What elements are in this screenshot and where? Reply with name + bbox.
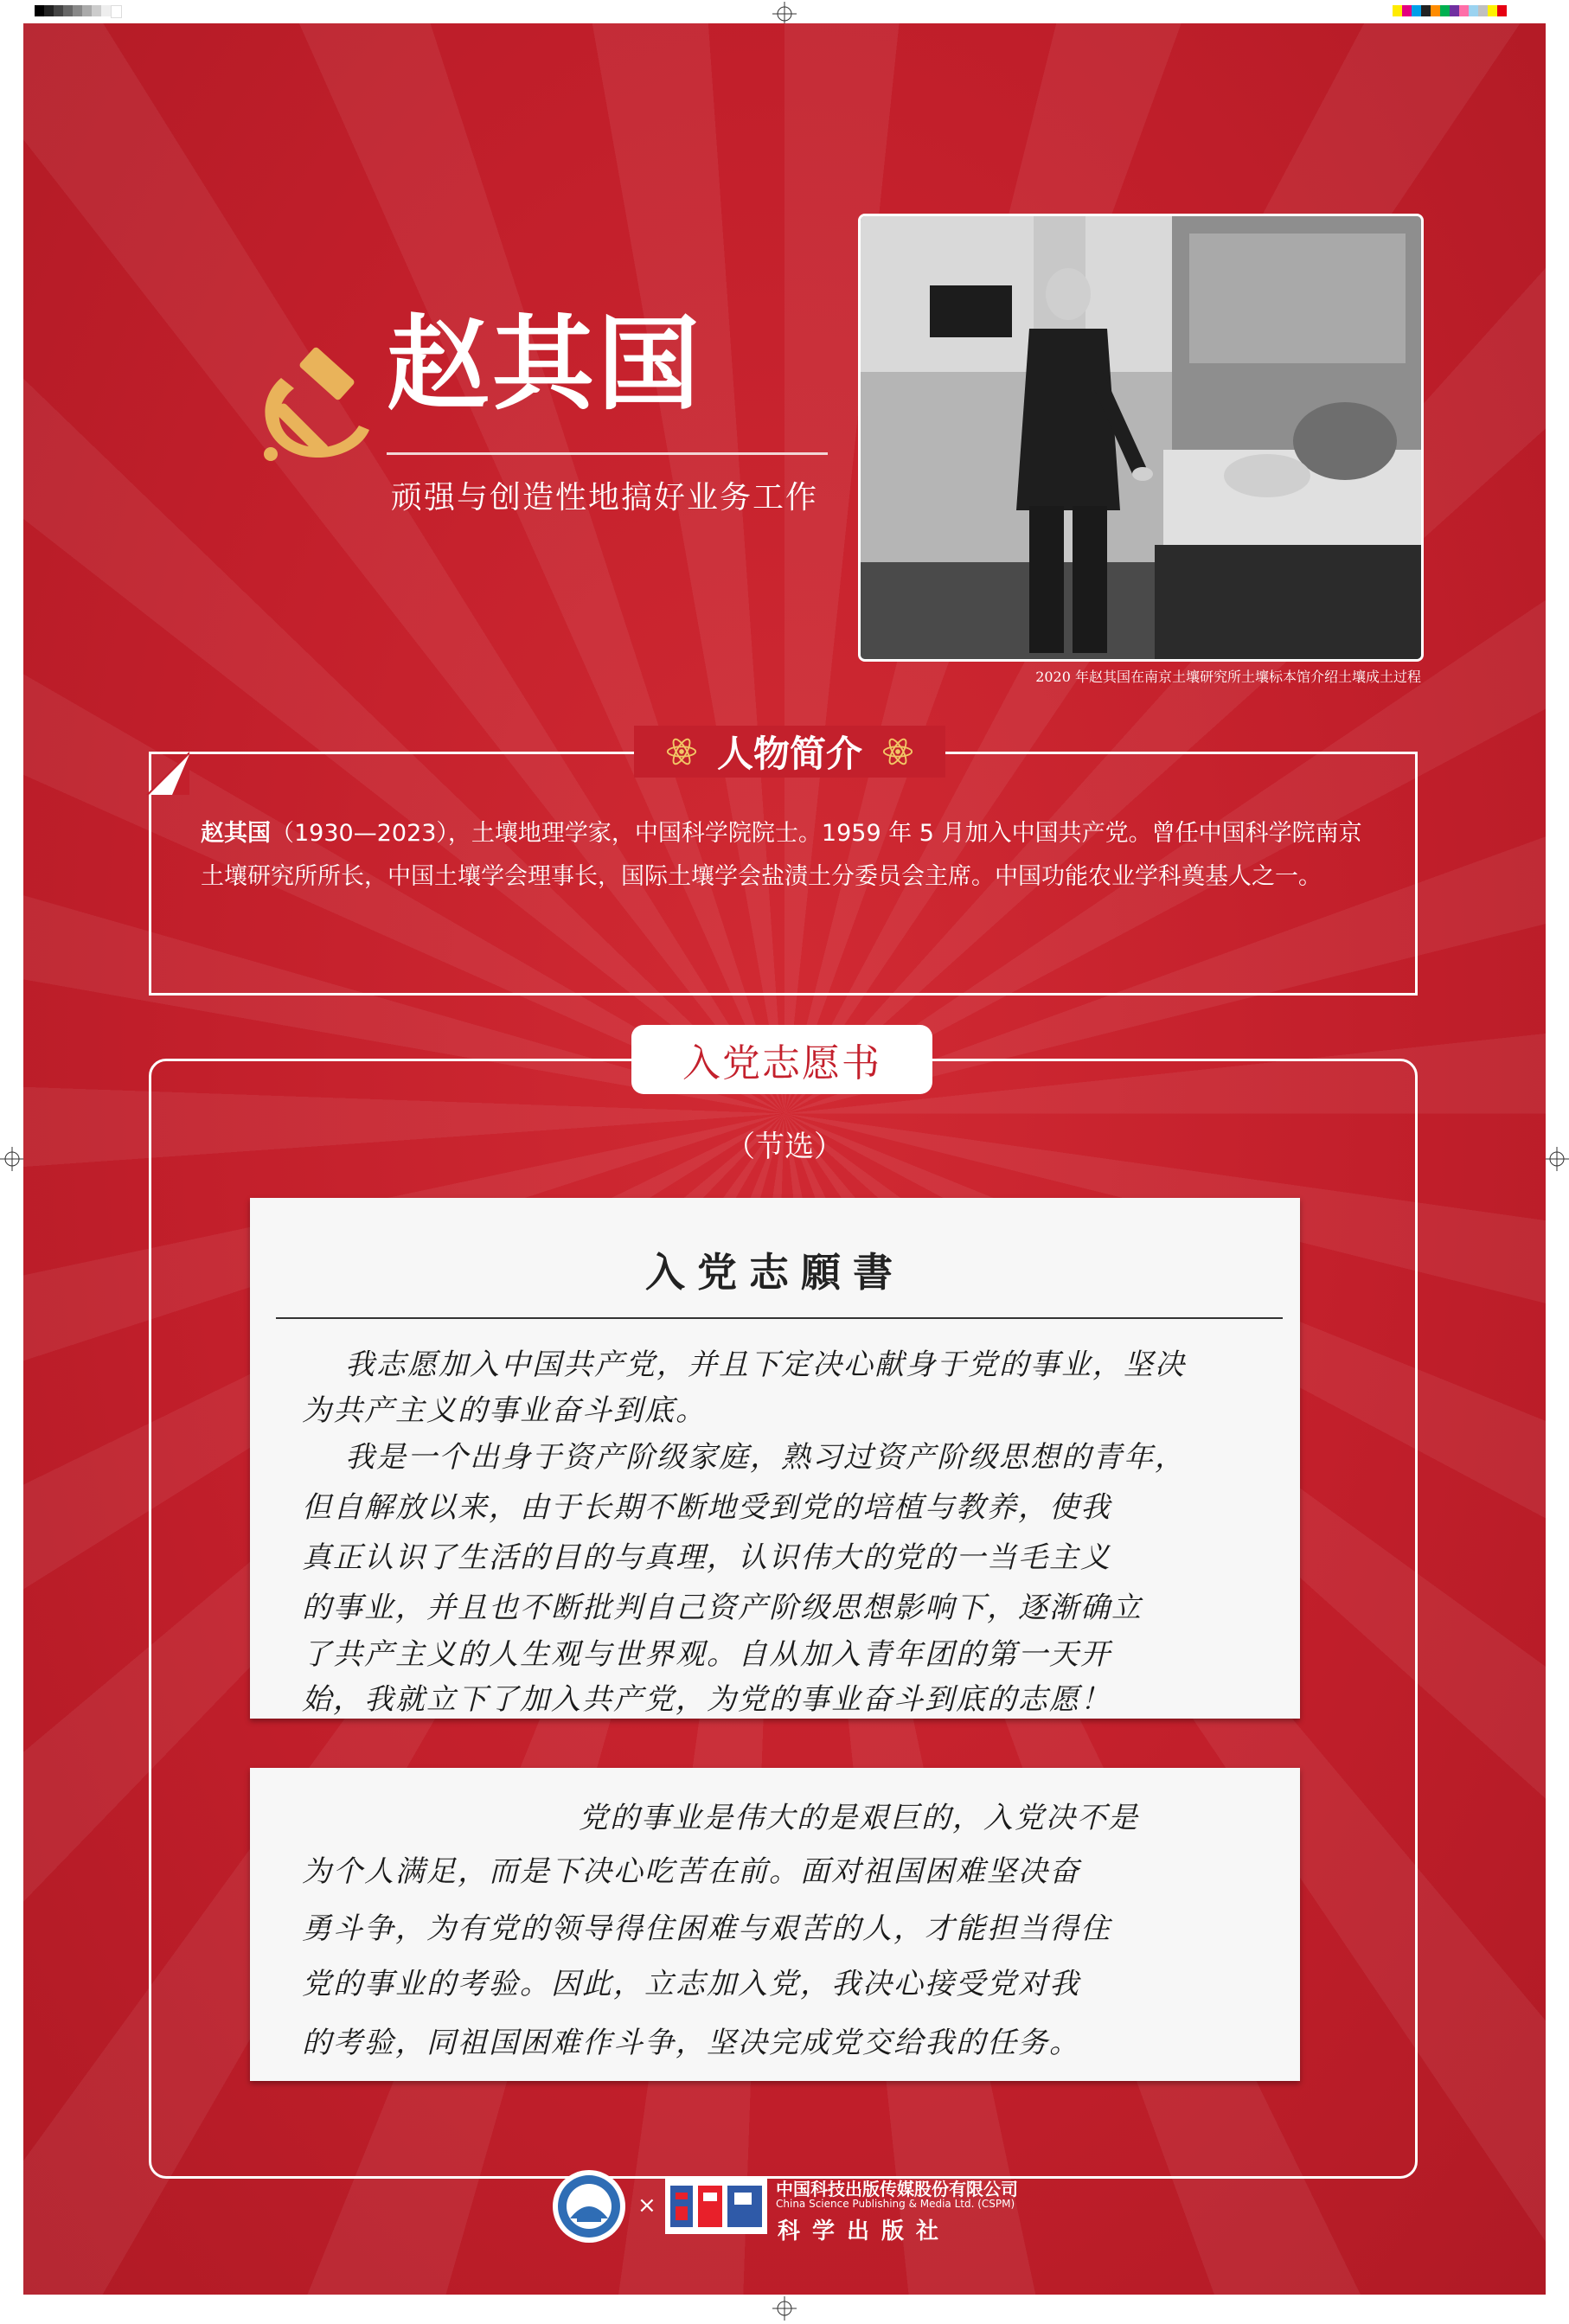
letter-line: 了共产主义的人生观与世界观。自从加入青年团的第一天开 [302, 1637, 1111, 1672]
intro-name: 赵其国 [201, 820, 271, 847]
letter-line: 我是一个出身于资产阶级家庭，熟习过资产阶级思想的青年， [345, 1440, 1186, 1475]
letter-line: 勇斗争，为有党的领导得住困难与艰苦的人，才能担当得住 [302, 1911, 1111, 1946]
application-title: 入党志愿书 [682, 1041, 881, 1085]
title-divider [387, 452, 828, 455]
excerpt-note: （节选） [726, 1130, 843, 1164]
registration-mark-top [772, 2, 797, 26]
photo-caption: 2020 年赵其国在南京土壤研究所土壤标本馆介绍土壤成土过程 [1035, 669, 1421, 685]
intro-header [634, 726, 945, 778]
handwritten-letter-page-1 [250, 1198, 1300, 1719]
atom-icon [881, 735, 914, 768]
poster [23, 23, 1546, 2295]
registration-mark-left [0, 1147, 24, 1171]
publisher-logos [23, 2160, 1546, 2263]
cspm-logo-icon [665, 2175, 769, 2238]
hammer-sickle-icon [247, 343, 376, 473]
press-name: 科学出版社 [778, 2218, 951, 2244]
letter-title: 入党志願書 [645, 1249, 905, 1296]
intro-title: 人物简介 [716, 733, 862, 775]
intro-body: （1930—2023），土壤地理学家，中国科学院院士。1959 年 5 月加入中国共产党。曾任中国科学院南京土壤研究所所长，中国土壤学会理事长，国际土壤学会盐渍土分委员会主席。中国功能农业学科奠基人之一。 [201, 820, 1362, 890]
publisher-name-en: China Science Publishing & Media Ltd. (CSPM) [776, 2198, 1015, 2210]
letter-line: 真正认识了生活的目的与真理，认识伟大的党的一当毛主义 [302, 1540, 1111, 1575]
letter-line: 党的事业的考验。因此，立志加入党，我决心接受党对我 [302, 1967, 1080, 2001]
corner-fold-decoration [146, 752, 189, 795]
intro-text [201, 812, 1377, 899]
registration-mark-right [1545, 1147, 1569, 1171]
letter-line: 的考验，同祖国困难作斗争，坚决完成党交给我的任务。 [302, 2026, 1080, 2060]
poster-subtitle: 顽强与创造性地搞好业务工作 [391, 480, 819, 515]
grayscale-calibration-bar [35, 5, 122, 18]
letter-line: 我志愿加入中国共产党，并且下定决心献身于党的事业，坚决 [345, 1348, 1186, 1382]
application-tag [631, 1025, 932, 1094]
letter-rule [276, 1317, 1283, 1319]
society-emblem-icon [551, 2168, 627, 2244]
collaboration-x: × [637, 2193, 656, 2218]
publisher-name-cn: 中国科技出版传媒股份有限公司 [776, 2179, 1018, 2199]
letter-line: 为共产主义的事业奋斗到底。 [302, 1393, 707, 1428]
portrait-photo [858, 214, 1424, 662]
letter-line: 始，我就立下了加入共产党，为党的事业奋斗到底的志愿！ [302, 1682, 1111, 1717]
person-name: 赵其国 [387, 304, 704, 424]
atom-icon [665, 735, 698, 768]
color-calibration-bar [1393, 5, 1507, 16]
letter-line: 但自解放以来，由于长期不断地受到党的培植与教养，使我 [302, 1490, 1111, 1525]
letter-line: 为个人满足，而是下决心吃苦在前。面对祖国困难坚决奋 [302, 1854, 1080, 1889]
letter-line: 党的事业是伟大的是艰巨的，入党决不是 [579, 1801, 1139, 1835]
registration-mark-bottom [772, 2296, 797, 2321]
letter-line: 的事业，并且也不断批判自己资产阶级思想影响下，逐渐确立 [302, 1591, 1143, 1625]
handwritten-letter-page-2 [250, 1768, 1300, 2081]
